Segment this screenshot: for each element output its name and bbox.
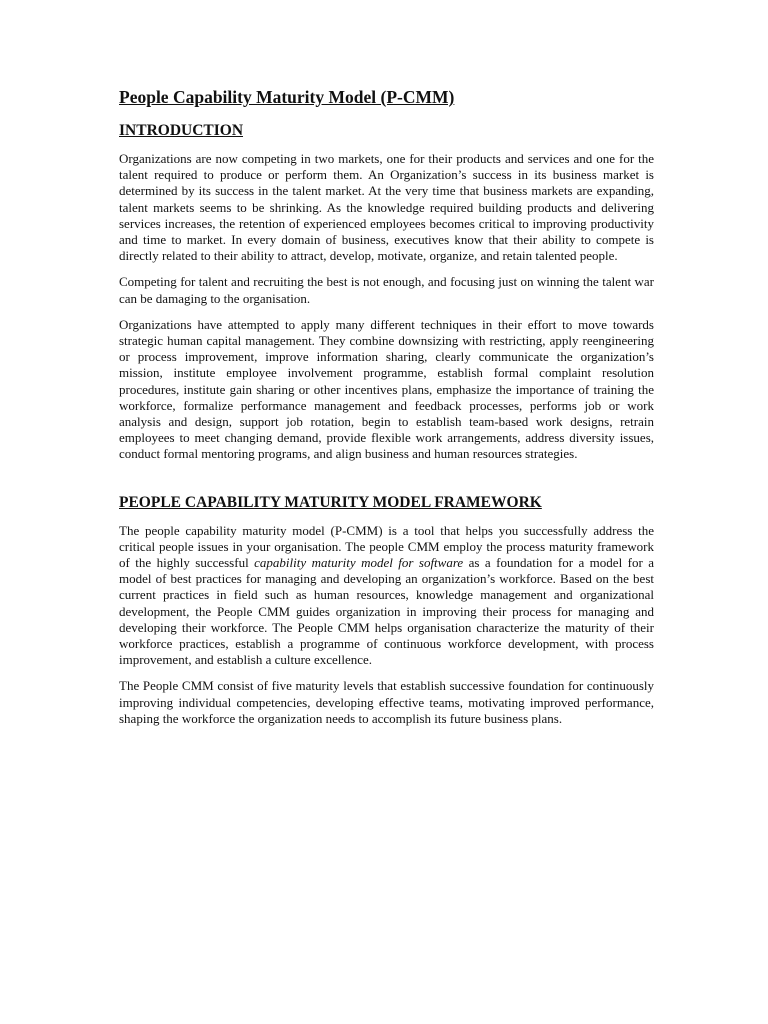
document-title: People Capability Maturity Model (P-CMM)	[119, 87, 455, 107]
intro-paragraph-2: Competing for talent and recruiting the best is not enough, and focusing just on winning the talent war can be damaging to the organisation.	[119, 274, 654, 306]
section-introduction	[119, 121, 654, 463]
section-framework	[119, 493, 654, 727]
framework-paragraph-1-emphasis: capability maturity model for software	[254, 555, 464, 571]
section-heading-introduction: INTRODUCTION	[119, 122, 244, 139]
document-page	[119, 86, 654, 737]
section-heading-framework: PEOPLE CAPABILITY MATURITY MODEL FRAMEWORK	[119, 493, 542, 511]
intro-paragraph-1: Organizations are now competing in two markets, one for their products and services and one for the talent required to produce or perform them. An Organization’s success in its business market is determined by its success in the talent market. At the very time that business markets are expanding, talent markets seems to be shrinking. As the knowledge required building products and delivering services increases, the retention of experienced employees becomes critical to improving productivity and time to market. In every domain of business, executives know that their ability to compete is directly related to their ability to attract, develop, motivate, organize, and retain talented people.	[119, 151, 654, 264]
framework-paragraph-2: The People CMM consist of five maturity levels that establish successive foundation for continuously improving individual competencies, developing effective teams, motivating improved performance, shaping the workforce the organization needs to accomplish its future business plans.	[119, 678, 654, 726]
framework-paragraph-1	[119, 523, 654, 669]
intro-paragraph-3: Organizations have attempted to apply many different techniques in their effort to move towards strategic human capital management. They combine downsizing with restricting, apply reengineering or process improvement, improve information sharing, clearly communicate the organization’s mission, institute employee involvement programme, establish formal complaint resolution procedures, institute gain sharing or other incentives plans, emphasize the importance of training the workforce, formalize performance management and feedback processes, performs job or work analysis and design, support job rotation, begin to establish team-based work designs, retrain employees to meet changing demand, provide flexible work arrangements, address diversity issues, conduct formal mentoring programs, and align business and human resources strategies.	[119, 316, 654, 462]
framework-paragraph-1-before: The people capability maturity model (P-CMM) is a tool that helps you successfully address the critical people issues in your organisation. The people CMM employ the process maturity framework of the highly successful	[119, 522, 654, 571]
framework-paragraph-1-after: as a foundation for a model for a model of best practices for managing and developing an organization’s workforce. Based on the best current practices in field such as human resources, knowledge management and organizational development, the People CMM guides organization in improving their process for managing and developing their workforce. The People CMM helps organisation characterize the maturity of their workforce practices, establish a programme of continuous workforce development, with process improvement, and establish a culture excellence.	[119, 555, 654, 668]
